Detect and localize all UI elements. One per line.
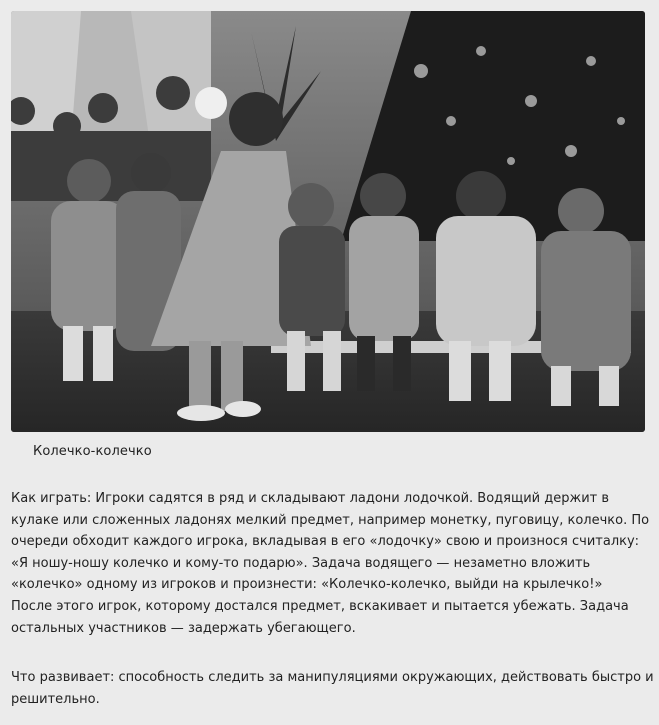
how-to-play-line: Как играть: Игроки садятся в ряд и складывают ладони лодочкой. Водящий держит в: [11, 491, 610, 506]
develops-line: Что развивает: способность следить за манипуляциями окружающих, действовать быстро и: [11, 670, 654, 685]
photo-illustration: [11, 11, 645, 432]
how-to-play-line: остальных участников — задержать убегающего.: [11, 620, 356, 636]
how-to-play-paragraph: [11, 488, 649, 639]
photo-children-ring-game: [11, 11, 645, 432]
how-to-play-line: кулаке или сложенных ладонях мелкий предмет, например монетку, пуговицу, колечко. По: [11, 512, 650, 528]
how-to-play-line: очереди обходит каждого игрока, вкладывая в его «лодочку» свою и произнося считалку:: [11, 534, 640, 550]
how-to-play-line: «Я ношу-ношу колечко и кому-то подарю». Задача водящего — незаметно вложить: [11, 555, 591, 571]
develops-paragraph: [11, 667, 654, 710]
photo-caption: Колечко-колечко: [33, 444, 152, 459]
how-to-play-line: «колечко» одному из игроков и произнести: «Колечко-колечко, выйди на крылечко!»: [11, 577, 603, 593]
how-to-play-line: После этого игрок, которому достался предмет, вскакивает и пытается убежать. Задача: [11, 598, 629, 614]
develops-line: решительно.: [11, 691, 100, 707]
